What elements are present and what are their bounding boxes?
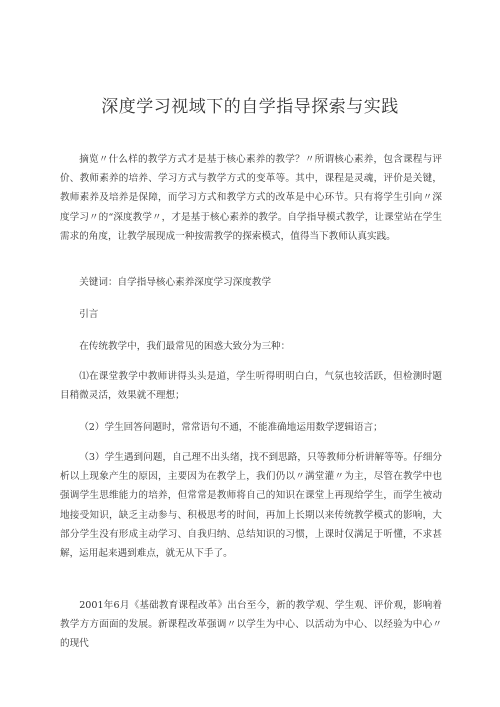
paragraph-3: （2）学生回答问题时，常常语句不通，不能准确地运用数学逻辑语言； — [79, 422, 383, 433]
paragraph-2: ⑴在课堂教学中教师讲得头头是道，学生听得明明白白，气氛也较活跃，但检测时题目稍微灵活，效果就不理想； — [60, 371, 442, 402]
keywords-line: 关键词：自学指导核心素养深度学习深度教学 — [79, 277, 272, 288]
paragraph-4: （3）学生遇到问题，自己理不出头绪，找不到思路，只等教师分析讲解等等。仔细分析以上现象产生的原因，主要因为在教学上，我们仍以〃满堂灌〃为主，尽管在教学中也强调学生思维能力的培养，但常常是教师将自己的知识在课堂上再现给学生，而学生被动地接受知识，缺乏主动参与、积极思考的时间，再加上长期以来传统教学模式的影响，大部分学生没有形成主动学习、自我归纳、总结知识的习惯，上课时仅满足于听懂，不求甚解，运用起来遇到难点，就无从下手了。 — [60, 452, 442, 560]
intro-heading: 引言 — [79, 309, 99, 320]
document-title: 深度学习视域下的自学指导探索与实践 — [101, 97, 399, 117]
paragraph-5: 2001年6月《基础教育课程改革》出台至今，新的教学观、学生观、评价观，影响着教学方方面面的发展。新课程改革强调〃以学生为中心、以活动为中心、以经验为中心〃的现代 — [60, 600, 442, 650]
abstract-paragraph: 摘览〃什么样的教学方式才是基于核心素养的教学？〃所谓核心素养，包含课程与评价、教师素养的培养、学习方式与教学方式的变革等。其中，课程是灵魂，评价是关键，教师素养及培养是保障，而学习方式和教学方式的改革是中心环节。只有将学生引向〃深度学习〃的“深度教学〃，才是基于核心素养的教学。自学指导模式教学，让课堂站在学生需求的角度，让教学展现成一种按需教学的探索模式，值得当下教师认真实践。 — [60, 154, 442, 242]
paragraph-1: 在传统教学中，我们最常见的困惑大致分为三种： — [79, 341, 291, 352]
